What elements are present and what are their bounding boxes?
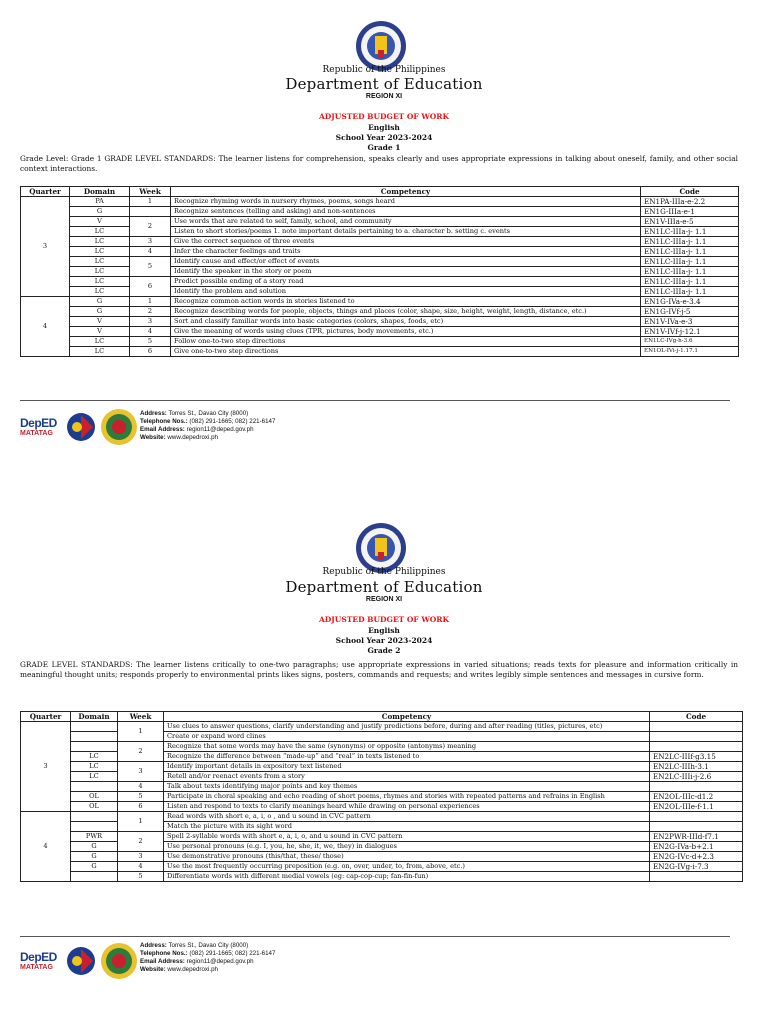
- region-label: REGION XI: [365, 93, 403, 100]
- table-row: [21, 247, 739, 257]
- table-row: [21, 257, 739, 267]
- table-row: [21, 762, 743, 772]
- code-cell: EN1LC-IIIa-j- 1.1: [641, 287, 739, 297]
- code-cell: [650, 742, 743, 752]
- code-cell: EN1V-IIIa-e-5: [641, 217, 739, 227]
- document-title: ADJUSTED BUDGET OF WORK: [318, 615, 450, 624]
- column-header-week: Week: [130, 187, 171, 197]
- code-cell: EN1LC-IIIa-j- 1.1: [641, 237, 739, 247]
- table-row: [21, 742, 743, 752]
- column-header-domain: Domain: [70, 187, 130, 197]
- competency-cell: Identify the speaker in the story or poem: [171, 267, 641, 277]
- week-cell: 1: [130, 297, 171, 307]
- code-cell: EN2OL-IIIc-d1.2: [650, 792, 743, 802]
- competency-cell: Recognize common action words in stories listened to: [171, 297, 641, 307]
- domain-cell: [71, 782, 118, 792]
- code-cell: EN1LC-IVg-h-3.6: [641, 337, 739, 347]
- code-cell: EN1OL-IVi-j-1.17.1: [641, 347, 739, 357]
- competency-cell: Match the picture with its sight word: [164, 822, 650, 832]
- week-cell: 4: [118, 862, 164, 872]
- code-cell: EN1LC-IIIa-j- 1.1: [641, 247, 739, 257]
- footer-address: Torres St., Davao City (8000): [168, 942, 249, 949]
- code-cell: EN2G-IVg-i-7.3: [650, 862, 743, 872]
- table-row: [21, 207, 739, 217]
- competency-cell: Spell 2-syllable words with short e, a, i, o, and u sound in CVC pattern: [164, 832, 650, 842]
- page-grade-2: [0, 500, 768, 1024]
- competency-cell: Use clues to answer questions, clarify understanding and justify predictions before, during and after reading (titles, pictures, etc): [164, 722, 650, 732]
- week-cell: [130, 207, 171, 217]
- competency-cell: Participate in choral speaking and echo reading of short poems, rhymes and stories with repeated patterns and refrains in English: [164, 792, 650, 802]
- domain-cell: [71, 812, 118, 822]
- code-cell: EN1G-IVf-j-5: [641, 307, 739, 317]
- column-header-code: Code: [650, 712, 743, 722]
- table-row: [21, 217, 739, 227]
- week-cell: 1: [130, 197, 171, 207]
- competency-cell: Identify important details in expository text listened: [164, 762, 650, 772]
- competency-cell: Use personal pronouns (e.g. I, you, he, she, it, we, they) in dialogues: [164, 842, 650, 852]
- competency-cell: Predict possible ending of a story read: [171, 277, 641, 287]
- domain-cell: LC: [70, 237, 130, 247]
- budget-of-work-table-grade-2: [20, 711, 743, 882]
- code-cell: EN1V-IVf-j-12.1: [641, 327, 739, 337]
- competency-cell: Create or expand word clines: [164, 732, 650, 742]
- code-cell: [650, 732, 743, 742]
- table-row: [21, 862, 743, 872]
- republic-label: Republic of the Philippines: [322, 567, 446, 577]
- footer-logos: [20, 408, 150, 468]
- table-row: [21, 267, 739, 277]
- code-cell: EN1LC-IIIa-j- 1.1: [641, 257, 739, 267]
- footer-website-link[interactable]: www.depedroxi.ph: [167, 434, 218, 441]
- domain-cell: LC: [71, 772, 118, 782]
- week-cell: 1: [118, 812, 164, 832]
- table-row: [21, 277, 739, 287]
- code-cell: [650, 722, 743, 732]
- table-row: [21, 317, 739, 327]
- week-cell: 4: [130, 327, 171, 337]
- footer-website-link[interactable]: www.depedroxi.ph: [167, 966, 218, 973]
- grade-label: Grade 1: [367, 143, 401, 152]
- page-grade-1: [0, 0, 768, 500]
- footer-email[interactable]: region11@deped.gov.ph: [186, 426, 254, 433]
- domain-cell: V: [70, 327, 130, 337]
- code-cell: EN1LC-IIIa-j- 1.1: [641, 267, 739, 277]
- domain-cell: G: [71, 852, 118, 862]
- department-title: Department of Education: [285, 75, 483, 93]
- column-header-domain: Domain: [71, 712, 118, 722]
- table-row: [21, 852, 743, 862]
- table-row: [21, 337, 739, 347]
- table-row: [21, 832, 743, 842]
- competency-cell: Recognize sentences (telling and asking) and non-sentences: [171, 207, 641, 217]
- week-cell: 4: [130, 247, 171, 257]
- competency-cell: Recognize that some words may have the same (synonyms) or opposite (antonyms) meaning: [164, 742, 650, 752]
- competency-cell: Identify cause and effect/or effect of events: [171, 257, 641, 267]
- column-header-competency: Competency: [164, 712, 650, 722]
- school-year-label: School Year 2023-2024: [335, 636, 433, 645]
- week-cell: 5: [130, 257, 171, 277]
- grade-level-standards: Grade Level: Grade 1 GRADE LEVEL STANDARDS: The learner listens for comprehension, speaks clearly and uses appropriate expressions in talking about oneself, family, and other social context interactions.: [20, 154, 738, 173]
- domain-cell: PWR: [71, 832, 118, 842]
- footer-divider: [20, 400, 730, 401]
- domain-cell: LC: [71, 752, 118, 762]
- column-header-week: Week: [118, 712, 164, 722]
- week-cell: 3: [118, 852, 164, 862]
- grade-level-standards: GRADE LEVEL STANDARDS: The learner listens critically to one-two paragraphs; use appropriate expressions in varied situations; reads texts for pleasure and information critically in meaningful thought units; responds properly to environmental prints likes signs, posters, commands and requests; and writes legibly simple sentences and messages in cursive form.: [20, 660, 738, 679]
- domain-cell: G: [70, 207, 130, 217]
- competency-cell: Read words with short e, a, i, o , and u sound in CVC pattern: [164, 812, 650, 822]
- competency-cell: Give the correct sequence of three events: [171, 237, 641, 247]
- domain-cell: LC: [70, 267, 130, 277]
- code-cell: [650, 822, 743, 832]
- footer-divider: [20, 936, 730, 937]
- code-cell: EN1G-IVa-e-3.4: [641, 297, 739, 307]
- domain-cell: OL: [71, 792, 118, 802]
- competency-cell: Infer the character feelings and traits: [171, 247, 641, 257]
- code-cell: [650, 872, 743, 882]
- domain-cell: PA: [70, 197, 130, 207]
- quarter-cell: 3: [21, 722, 71, 812]
- grade-label: Grade 2: [367, 646, 401, 655]
- quarter-cell: 4: [21, 812, 71, 882]
- week-cell: 6: [118, 802, 164, 812]
- competency-cell: Use demonstrative pronouns (this/that, these/ those): [164, 852, 650, 862]
- week-cell: 3: [118, 762, 164, 782]
- code-cell: EN2LC-IIIh-3.1: [650, 762, 743, 772]
- table-row: [21, 197, 739, 207]
- table-row: [21, 802, 743, 812]
- budget-of-work-table-grade-1: [20, 186, 739, 357]
- subject-label: English: [368, 123, 400, 132]
- footer-contact: Address: Torres St., Davao City (8000) Telephone Nos.: (082) 291-1665; 082) 221-6147 Email Address: region11@deped.gov.ph Website: www.depedroxi.ph: [140, 942, 276, 973]
- domain-cell: G: [71, 862, 118, 872]
- table-row: [21, 327, 739, 337]
- bagong-pilipinas-logo-icon: [66, 412, 96, 442]
- code-cell: [650, 782, 743, 792]
- code-cell: EN2LC-IIIi-j-2.6: [650, 772, 743, 782]
- competency-cell: Talk about texts identifying major points and key themes: [164, 782, 650, 792]
- competency-cell: Sort and classify familiar words into basic categories (colors, shapes, foods, etc): [171, 317, 641, 327]
- table-row: [21, 872, 743, 882]
- domain-cell: LC: [70, 277, 130, 287]
- code-cell: EN1V-IVa-e-3: [641, 317, 739, 327]
- week-cell: 5: [118, 792, 164, 802]
- competency-cell: Listen and respond to texts to clarify meanings heard while drawing on personal experiences: [164, 802, 650, 812]
- table-row: [21, 722, 743, 732]
- competency-cell: Recognize the difference between “made-up” and “real” in texts listened to: [164, 752, 650, 762]
- table-row: [21, 812, 743, 822]
- code-cell: EN1LC-IIIa-j- 1.1: [641, 277, 739, 287]
- competency-cell: Retell and/or reenact events from a story: [164, 772, 650, 782]
- region-label: REGION XI: [365, 596, 403, 603]
- footer-logos: [20, 942, 150, 1002]
- domain-cell: G: [70, 307, 130, 317]
- week-cell: 2: [130, 217, 171, 237]
- table-header-row: [21, 712, 743, 722]
- week-cell: 2: [118, 832, 164, 852]
- quarter-cell: 4: [21, 297, 70, 357]
- week-cell: 2: [130, 307, 171, 317]
- domain-cell: LC: [70, 337, 130, 347]
- code-cell: EN2OL-IIIe-f-1.1: [650, 802, 743, 812]
- code-cell: EN2G-IVa-b+2.1: [650, 842, 743, 852]
- competency-cell: Recognize describing words for people, objects, things and places (color, shape, size, height, weight, length, distance, etc.): [171, 307, 641, 317]
- competency-cell: Listen to short stories/poems 1. note important details pertaining to a. character b. setting c. events: [171, 227, 641, 237]
- department-title: Department of Education: [285, 578, 483, 596]
- domain-cell: V: [70, 217, 130, 227]
- column-header-quarter: Quarter: [21, 187, 70, 197]
- domain-cell: G: [71, 842, 118, 852]
- document-title: ADJUSTED BUDGET OF WORK: [318, 112, 450, 121]
- deped-region-xi-logo-icon: [100, 942, 138, 980]
- column-header-quarter: Quarter: [21, 712, 71, 722]
- competency-cell: Recognize rhyming words in nursery rhymes, poems, songs heard: [171, 197, 641, 207]
- deped-matatag-logo-icon: DepED MATATAG: [20, 950, 57, 971]
- domain-cell: OL: [71, 802, 118, 812]
- competency-cell: Use the most frequently occurring preposition (e.g. on, over, under, to, from, above, etc.): [164, 862, 650, 872]
- table-row: [21, 782, 743, 792]
- competency-cell: Give the meaning of words using clues (TPR, pictures, body movements, etc.): [171, 327, 641, 337]
- domain-cell: [71, 732, 118, 742]
- domain-cell: G: [70, 297, 130, 307]
- competency-cell: Differentiate words with different medial vowels (eg: cap-cop-cup; fan-fin-fun): [164, 872, 650, 882]
- column-header-competency: Competency: [171, 187, 641, 197]
- competency-cell: Give one-to-two step directions: [171, 347, 641, 357]
- deped-matatag-logo-icon: DepED MATATAG: [20, 416, 57, 437]
- code-cell: EN2LC-IIIf-g3.15: [650, 752, 743, 762]
- code-cell: EN1LC-IIIa-j- 1.1: [641, 227, 739, 237]
- footer-contact: Address: Torres St., Davao City (8000) Telephone Nos.: (082) 291-1665; 082) 221-6147 Email Address: region11@deped.gov.ph Website: www.depedroxi.ph: [140, 410, 276, 441]
- competency-cell: Follow one-to-two step directions: [171, 337, 641, 347]
- domain-cell: LC: [70, 247, 130, 257]
- table-row: [21, 237, 739, 247]
- code-cell: EN2G-IVc-d+2.3: [650, 852, 743, 862]
- republic-label: Republic of the Philippines: [322, 65, 446, 75]
- week-cell: 6: [130, 347, 171, 357]
- table-row: [21, 792, 743, 802]
- code-cell: [650, 812, 743, 822]
- deped-region-xi-logo-icon: [100, 408, 138, 446]
- week-cell: 2: [118, 742, 164, 762]
- domain-cell: [71, 822, 118, 832]
- footer-telephone: (082) 291-1665; 082) 221-6147: [189, 418, 276, 425]
- bagong-pilipinas-logo-icon: [66, 946, 96, 976]
- week-cell: 4: [118, 782, 164, 792]
- domain-cell: LC: [70, 257, 130, 267]
- code-cell: EN1PA-IIIa-e-2.2: [641, 197, 739, 207]
- domain-cell: LC: [70, 347, 130, 357]
- footer-email[interactable]: region11@deped.gov.ph: [186, 958, 254, 965]
- domain-cell: LC: [70, 227, 130, 237]
- table-header-row: [21, 187, 739, 197]
- competency-cell: Use words that are related to self, family, school, and community: [171, 217, 641, 227]
- week-cell: 6: [130, 277, 171, 297]
- domain-cell: V: [70, 317, 130, 327]
- table-row: [21, 287, 739, 297]
- domain-cell: [71, 872, 118, 882]
- code-cell: EN2PWR-IIId-f7.1: [650, 832, 743, 842]
- table-row: [21, 297, 739, 307]
- table-row: [21, 347, 739, 357]
- quarter-cell: 3: [21, 197, 70, 297]
- footer-telephone: (082) 291-1665; 082) 221-6147: [189, 950, 276, 957]
- column-header-code: Code: [641, 187, 739, 197]
- week-cell: 3: [130, 237, 171, 247]
- week-cell: 5: [130, 337, 171, 347]
- footer-address: Torres St., Davao City (8000): [168, 410, 249, 417]
- code-cell: EN1G-IIIa-e-1: [641, 207, 739, 217]
- domain-cell: LC: [70, 287, 130, 297]
- subject-label: English: [368, 626, 400, 635]
- week-cell: 3: [130, 317, 171, 327]
- domain-cell: LC: [71, 762, 118, 772]
- school-year-label: School Year 2023-2024: [335, 133, 433, 142]
- table-row: [21, 227, 739, 237]
- competency-cell: Identify the problem and solution: [171, 287, 641, 297]
- week-cell: 1: [118, 722, 164, 742]
- table-row: [21, 307, 739, 317]
- domain-cell: [71, 742, 118, 752]
- week-cell: 5: [118, 872, 164, 882]
- domain-cell: [71, 722, 118, 732]
